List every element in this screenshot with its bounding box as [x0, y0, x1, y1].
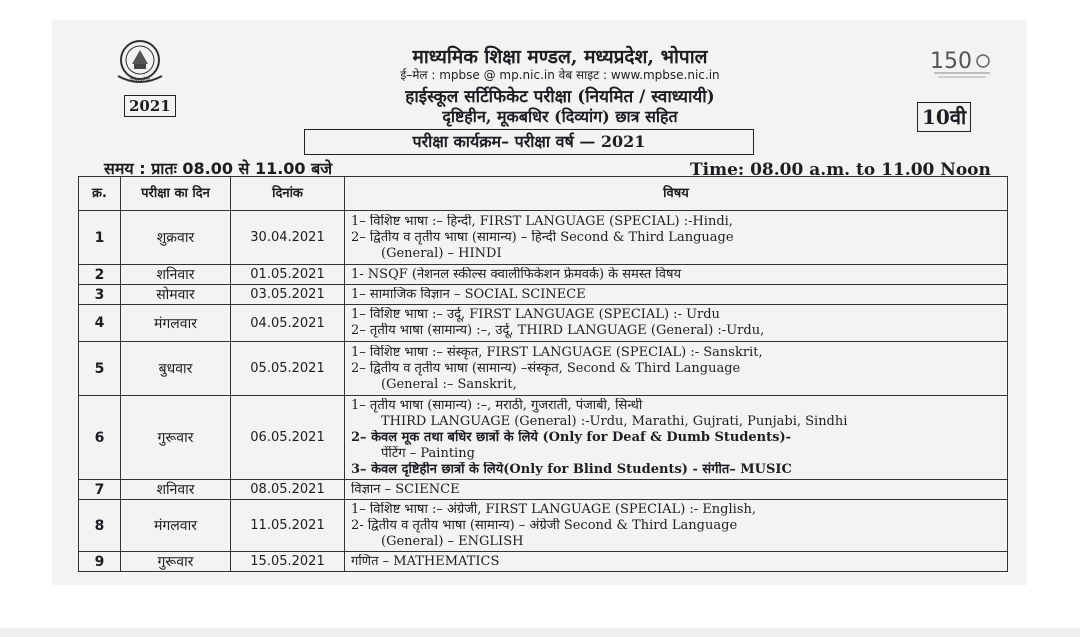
row-day: गुरूवार	[121, 396, 231, 480]
logo-caption: मध्यप्रदेश	[129, 77, 151, 84]
subject-line: 2– केवल मूक तथा बधिर छात्रों के लिये (Only for Deaf & Dumb Students)-	[351, 429, 792, 445]
subject-line: 1– विशिष्ट भाषा :– संस्कृत, FIRST LANGUAGE (SPECIAL) :- Sanskrit,	[351, 344, 763, 360]
subject-line: 1- NSQF (नेशनल स्कील्स क्वालीफिकेशन फ्रेमवर्क) के समस्त विषय	[351, 266, 682, 282]
subject-line: 2- द्वितीय व तृतीय भाषा (सामान्य) – अंग्रेजी Second & Third Language	[351, 517, 738, 533]
row-serial: 2	[79, 265, 121, 285]
row-subject	[345, 480, 1008, 500]
board-logo-icon	[104, 40, 176, 86]
row-date: 04.05.2021	[231, 305, 345, 342]
header-date: दिनांक	[231, 177, 345, 211]
emblem-150-icon	[928, 46, 998, 80]
row-serial: 4	[79, 305, 121, 342]
header-subject: विषय	[345, 177, 1008, 211]
table-row	[79, 265, 1008, 285]
row-date: 08.05.2021	[231, 480, 345, 500]
row-date: 06.05.2021	[231, 396, 345, 480]
table-row	[79, 500, 1008, 552]
subject-line: गणित – MATHEMATICS	[351, 553, 500, 569]
row-serial: 7	[79, 480, 121, 500]
subject-line: (General :– Sanskrit,	[381, 376, 517, 392]
table-row	[79, 552, 1008, 572]
exam-subtitle: दृष्टिहीन, मूकबधिर (दिव्यांग) छात्र सहित	[442, 107, 678, 126]
subject-line: (General) – HINDI	[381, 245, 502, 261]
row-date: 05.05.2021	[231, 342, 345, 396]
row-subject	[345, 342, 1008, 396]
year-box: 2021	[124, 95, 176, 117]
row-day: सोमवार	[121, 285, 231, 305]
subject-line: 1– सामाजिक विज्ञान – SOCIAL SCINECE	[351, 286, 586, 302]
row-subject	[345, 211, 1008, 265]
row-day: मंगलवार	[121, 305, 231, 342]
bottom-strip	[0, 628, 1080, 637]
header-serial: क्र.	[79, 177, 121, 211]
subject-line: पेंटिंग – Painting	[381, 445, 475, 461]
table-row	[79, 480, 1008, 500]
subject-line: (General) – ENGLISH	[381, 533, 524, 549]
time-hindi: समय : प्रातः 08.00 से 11.00 बजे	[104, 159, 333, 178]
time-english: Time: 08.00 a.m. to 11.00 Noon	[690, 160, 991, 180]
table-row	[79, 342, 1008, 396]
row-date: 15.05.2021	[231, 552, 345, 572]
emblem-text: 150	[930, 49, 972, 74]
row-subject	[345, 500, 1008, 552]
subject-line: 2– द्वितीय व तृतीय भाषा (सामान्य) – हिन्दी Second & Third Language	[351, 229, 734, 245]
subject-line: 1– तृतीय भाषा (सामान्य) :–, मराठी, गुजराती, पंजाबी, सिन्धी	[351, 397, 643, 413]
subject-line: 1– विशिष्ट भाषा :– अंग्रेजी, FIRST LANGUAGE (SPECIAL) :- English,	[351, 501, 756, 517]
subject-line: 1– विशिष्ट भाषा :– उर्दू, FIRST LANGUAGE (SPECIAL) :- Urdu	[351, 307, 720, 322]
table-row	[79, 211, 1008, 265]
row-day: शनिवार	[121, 480, 231, 500]
row-serial: 3	[79, 285, 121, 305]
row-date: 30.04.2021	[231, 211, 345, 265]
row-subject	[345, 552, 1008, 572]
subject-line: THIRD LANGUAGE (General) :-Urdu, Marathi, Gujrati, Punjabi, Sindhi	[381, 413, 848, 429]
row-day: मंगलवार	[121, 500, 231, 552]
subject-line: 2– तृतीय भाषा (सामान्य) :–, उर्दू, THIRD LANGUAGE (General) :-Urdu,	[351, 323, 765, 338]
row-serial: 9	[79, 552, 121, 572]
board-name: माध्यमिक शिक्षा मण्डल, मध्यप्रदेश, भोपाल	[412, 46, 708, 68]
exam-title: हाईस्कूल सर्टिफिकेट परीक्षा (नियमित / स्वाध्यायी)	[405, 87, 715, 107]
table-row	[79, 285, 1008, 305]
row-serial: 6	[79, 396, 121, 480]
subject-line: विज्ञान – SCIENCE	[351, 481, 460, 497]
row-subject	[345, 285, 1008, 305]
row-date: 03.05.2021	[231, 285, 345, 305]
contact-line: ई–मेल : mpbse @ mp.nic.in वेब साइट : www.mpbse.nic.in	[400, 68, 720, 82]
subject-line: 1– विशिष्ट भाषा :– हिन्दी, FIRST LANGUAGE (SPECIAL) :-Hindi,	[351, 213, 733, 229]
row-serial: 1	[79, 211, 121, 265]
subject-line: 3– केवल दृष्टिहीन छात्रों के लिये(Only for Blind Students) - संगीत– MUSIC	[351, 461, 792, 477]
header-day: परीक्षा का दिन	[121, 177, 231, 211]
row-day: शनिवार	[121, 265, 231, 285]
table-row	[79, 396, 1008, 480]
row-serial: 8	[79, 500, 121, 552]
row-day: बुधवार	[121, 342, 231, 396]
row-date: 11.05.2021	[231, 500, 345, 552]
row-subject	[345, 396, 1008, 480]
row-day: शुक्रवार	[121, 211, 231, 265]
row-date: 01.05.2021	[231, 265, 345, 285]
schedule-table	[78, 176, 1008, 572]
class-box: 10वी	[917, 102, 971, 132]
row-serial: 5	[79, 342, 121, 396]
table-header-row	[79, 177, 1008, 211]
row-subject	[345, 305, 1008, 342]
subject-line: 2– द्वितीय व तृतीय भाषा (सामान्य) –संस्कृत, Second & Third Language	[351, 360, 741, 376]
table-row	[79, 305, 1008, 342]
row-subject	[345, 265, 1008, 285]
program-title: परीक्षा कार्यक्रम– परीक्षा वर्ष — 2021	[304, 129, 754, 155]
row-day: गुरूवार	[121, 552, 231, 572]
